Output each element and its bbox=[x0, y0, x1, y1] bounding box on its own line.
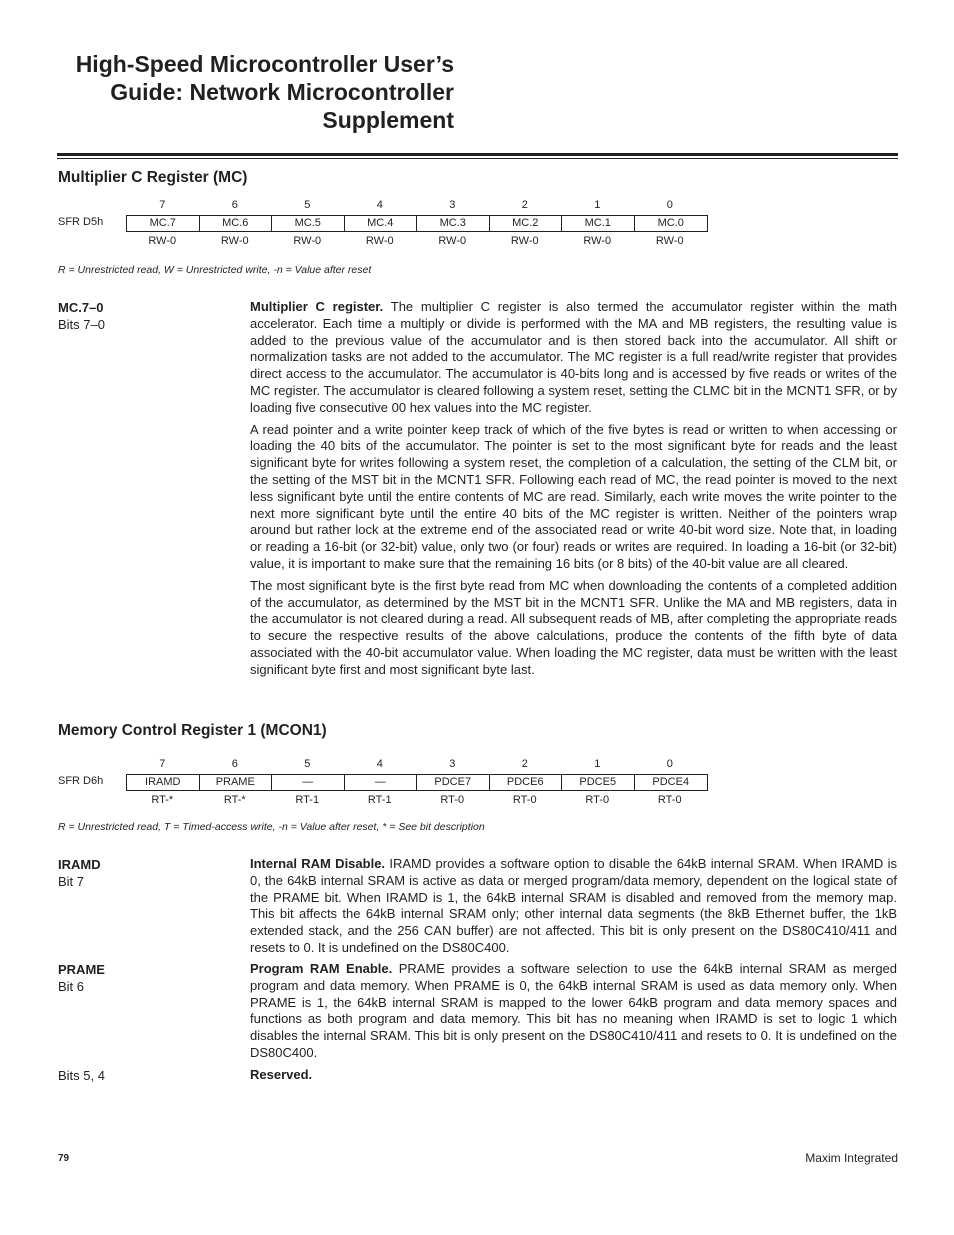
page-number: 79 bbox=[58, 1153, 70, 1164]
bit-number: 4 bbox=[376, 758, 383, 770]
title-line-2: Guide: Network Microcontroller bbox=[110, 79, 454, 105]
mc-paragraph-1 bbox=[250, 299, 897, 417]
mc-paragraph-3: The most significant byte is the first byte read from MC when downloading the contents of a completed addition of the accumulator, as determined by the MST bit in the MCNT1 SFR. Unlike the MA and MB registers, data in the accumulator is not cleared during a read. All subsequent reads of MB, after completing the appropriate reads to secure the respective results of the above calculations, produce the contents of the fifth byte of data associated with the 40-bit accumulator value. When loading the MC register, data must be written with the least significant byte first and most significant byte last. bbox=[250, 577, 897, 677]
reset-value: RW-0 bbox=[438, 235, 467, 247]
sfr-address: SFR D5h bbox=[58, 216, 104, 228]
bit-number: 0 bbox=[666, 199, 673, 211]
bit-cell: PRAME bbox=[200, 775, 273, 790]
bit-cell: MC.6 bbox=[200, 216, 273, 231]
bit-number: 3 bbox=[449, 758, 456, 770]
mc-section-heading: Multiplier C Register (MC) bbox=[58, 169, 248, 186]
iramd-paragraph bbox=[250, 856, 897, 957]
field-lead: Program RAM Enable. bbox=[250, 961, 393, 976]
bit-name-row bbox=[126, 215, 708, 232]
paragraph-text: PRAME provides a software selection to use the 64kB internal SRAM as merged program and data memory. When PRAME is 0, the 64kB internal SRAM is used as data memory only. When PRAME is 1, the 64kB internal SRAM is mapped to the lower 64kB program and data memory spaces and functions as both program and data memory. This bit has no meaning when IRAMD is set to logic 1 which disables the internal SRAM. This bit is only present on the DS80C410/411 and resets to 0. It is undefined on the DS80C400. bbox=[250, 961, 898, 1060]
reset-value: RW-0 bbox=[365, 235, 394, 247]
field-lead: Multiplier C register. bbox=[250, 299, 384, 314]
bit-number-row bbox=[126, 758, 706, 770]
bit-number: 5 bbox=[304, 199, 311, 211]
field-bits: Bit 6 bbox=[58, 979, 85, 994]
prame-field-name bbox=[58, 961, 238, 995]
mcon1-legend: R = Unrestricted read, T = Timed-access write, -n = Value after reset, * = See bit description bbox=[58, 821, 485, 833]
reset-value: RT-1 bbox=[367, 794, 392, 806]
mc-field-name bbox=[58, 299, 238, 333]
bit-cell: PDCE7 bbox=[417, 775, 490, 790]
field-name-bold: PRAME bbox=[58, 962, 105, 977]
company-name: Maxim Integrated bbox=[805, 1151, 898, 1165]
reserved-field-description bbox=[250, 1067, 897, 1089]
bit-cell: MC.0 bbox=[657, 217, 684, 229]
bit-number: 1 bbox=[594, 758, 601, 770]
reset-value: RT-0 bbox=[440, 794, 465, 806]
field-name-bold: IRAMD bbox=[58, 857, 101, 872]
field-lead: Reserved. bbox=[250, 1067, 313, 1082]
title-line-3: Supplement bbox=[322, 107, 454, 133]
iramd-field-description bbox=[250, 856, 897, 962]
bit-cell: MC.2 bbox=[490, 216, 563, 231]
reset-value: RW-0 bbox=[655, 235, 684, 247]
reserved-paragraph bbox=[250, 1067, 897, 1084]
mc-field-description bbox=[250, 299, 897, 684]
reset-value: RW-0 bbox=[293, 235, 322, 247]
header-rule-thick bbox=[57, 153, 898, 156]
reserved-field-name bbox=[58, 1067, 238, 1084]
field-lead: Internal RAM Disable. bbox=[250, 856, 386, 871]
reset-value: RW-0 bbox=[510, 235, 539, 247]
bit-number: 7 bbox=[159, 199, 166, 211]
mcon1-section-heading: Memory Control Register 1 (MCON1) bbox=[58, 722, 327, 739]
reset-value: RT-1 bbox=[295, 794, 320, 806]
bit-number: 5 bbox=[304, 758, 311, 770]
bit-number: 4 bbox=[376, 199, 383, 211]
bit-cell: — bbox=[272, 775, 345, 790]
bit-number: 6 bbox=[231, 199, 238, 211]
prame-field-description bbox=[250, 961, 897, 1067]
iramd-field-name bbox=[58, 856, 238, 890]
sfr-address: SFR D6h bbox=[58, 775, 104, 787]
bit-cell: — bbox=[345, 775, 418, 790]
bit-cell: MC.1 bbox=[562, 216, 635, 231]
reset-value: RW-0 bbox=[148, 235, 177, 247]
mc-legend: R = Unrestricted read, W = Unrestricted write, -n = Value after reset bbox=[58, 264, 372, 276]
title-line-1: High-Speed Microcontroller User’s bbox=[75, 51, 454, 77]
mcon1-register-diagram bbox=[58, 758, 718, 810]
bit-number-row bbox=[126, 199, 706, 211]
field-bits: Bits 7–0 bbox=[58, 317, 105, 332]
reset-value: RT-0 bbox=[585, 794, 610, 806]
mc-register-diagram bbox=[58, 199, 718, 251]
reset-value: RW-0 bbox=[220, 235, 249, 247]
bit-cell: PDCE5 bbox=[562, 775, 635, 790]
bit-cell: MC.4 bbox=[345, 216, 418, 231]
field-bits: Bits 5, 4 bbox=[58, 1068, 105, 1083]
bit-cell: MC.5 bbox=[272, 216, 345, 231]
bit-number: 2 bbox=[521, 199, 528, 211]
field-name-bold: MC.7–0 bbox=[58, 300, 104, 315]
field-bits: Bit 7 bbox=[58, 874, 85, 889]
reset-value: RW-0 bbox=[583, 235, 612, 247]
bit-cell: MC.7 bbox=[127, 216, 200, 231]
reset-value-row bbox=[126, 235, 706, 247]
reset-value: RT-0 bbox=[512, 794, 537, 806]
bit-number: 1 bbox=[594, 199, 601, 211]
prame-paragraph bbox=[250, 961, 897, 1062]
bit-number: 6 bbox=[231, 758, 238, 770]
bit-number: 2 bbox=[521, 758, 528, 770]
bit-number: 3 bbox=[449, 199, 456, 211]
header-rule-thin bbox=[57, 158, 898, 159]
paragraph-text: The multiplier C register is also termed the accumulator register within the math accelerator. Each time a multiply or divide is performed with the MA and MB registers, the resulting value is added to the previous value of the accumulator and is then stored back into the accumulator. All shift or normalization tasks are not added to the accumulator. The MC register is a full read/write register that provides direct access to the accumulator. The accumulator is 40-bits long and is accessed by five reads or writes of the MC register. The accumulator is cleared following a system reset, setting the CLMC bit in the MCNT1 SFR, or by loading five consecutive 00 hex values into the MC register. bbox=[250, 299, 897, 415]
reset-value: RT-0 bbox=[657, 794, 682, 806]
bit-cell: MC.3 bbox=[417, 216, 490, 231]
reset-value: RT-* bbox=[223, 794, 246, 806]
bit-number: 0 bbox=[666, 758, 673, 770]
reset-value: RT-* bbox=[151, 794, 174, 806]
bit-cell: PDCE4 bbox=[652, 776, 690, 788]
mc-paragraph-2: A read pointer and a write pointer keep track of which of the five bytes is read or written to when accessing or loading the 40 bits of the accumulator. The pointer is set to the most significant byte for reads and the least significant byte for writes following a system reset, the completion of a calculation, the setting of the CLM bit, or the setting of the MST bit in the MCNT1 SFR. Following each read of MC, the read pointer is moved to the next less significant byte until the entire contents of MC are read. Similarly, each write moves the write pointer to the next more significant byte until the entire 40 bits of the MC register is written. Neither of the pointers wrap around but rather lock at the extreme end of the associated read or write 40-bit word size. Note that, in loading or reading a 16-bit (or 32-bit) value, only two (or four) reads or writes are required. In loading a 16-bit (or 32-bit) value, it is important to make sure that the remaining 16 bits (or 8 bits) of the 40-bit value are all cleared. bbox=[250, 421, 897, 571]
bit-number: 7 bbox=[159, 758, 166, 770]
document-title bbox=[40, 50, 454, 134]
reset-value-row bbox=[126, 794, 706, 806]
paragraph-text: IRAMD provides a software option to disable the 64kB internal SRAM. When IRAMD is 0, the 64kB internal SRAM is active as data or merged program/data memory, dependent on the logical state of the PRAME bit. When IRAMD is 1, the 64kB internal SRAM is disabled and removed from the memory map. This bit affects the 64kB internal SRAM only; other internal data segments (the 8kB Ethernet buffer, the 1kB extended stack, and the 256 CAN buffer) are not affected. This bit is only present on the DS80C410/411 and resets to 0. It is undefined on the DS80C400. bbox=[250, 856, 897, 955]
bit-name-row bbox=[126, 774, 708, 791]
bit-cell: IRAMD bbox=[127, 775, 200, 790]
bit-cell: PDCE6 bbox=[490, 775, 563, 790]
